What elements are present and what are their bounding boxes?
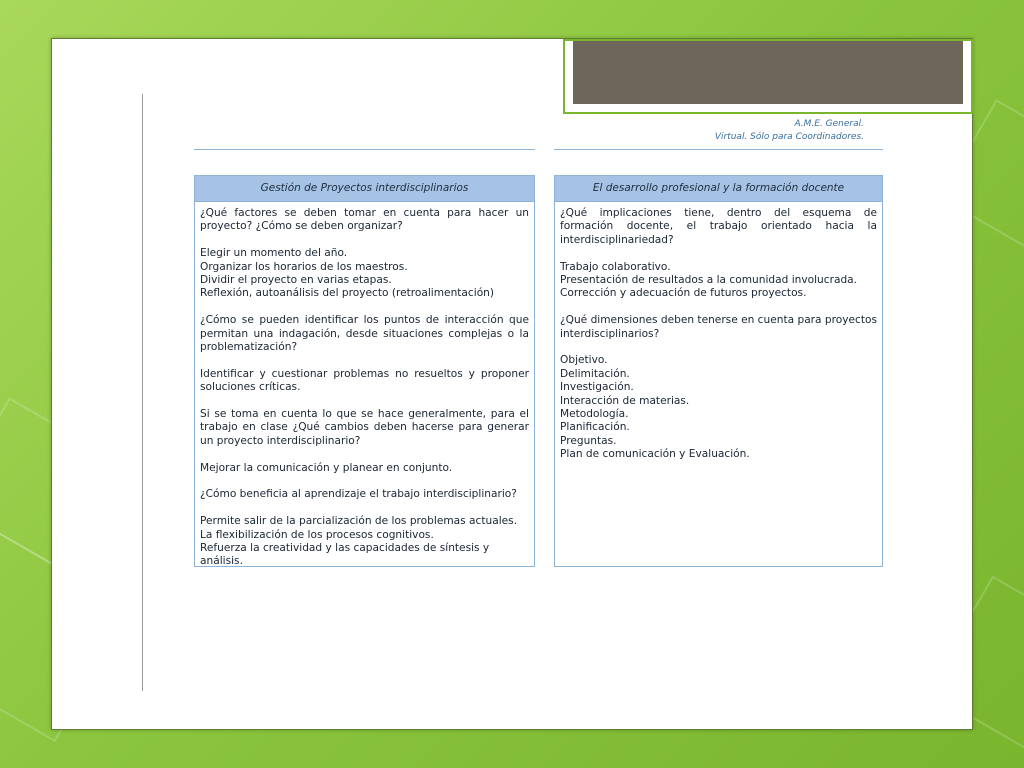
left-answer-3: Mejorar la comunicación y planear en conjunto. [200,461,453,474]
list-item: Preguntas. [560,434,617,447]
list-item: Plan de comunicación y Evaluación. [560,448,750,461]
document-header [715,118,864,144]
right-panel [554,175,883,567]
left-panel-title: Gestión de Proyectos interdisciplinarios [195,176,534,202]
slide-canvas [51,38,973,730]
left-panel-body [195,202,534,569]
vertical-divider [142,94,143,691]
right-question-1: ¿Qué implicaciones tiene, dentro del esquema de formación docente, el trabajo orientado hacia la interdisciplinariedad? [560,207,877,246]
left-answer-4 [200,515,529,569]
list-item: Trabajo colaborativo. [560,260,671,273]
list-item: Presentación de resultados a la comunidad involucrada. [560,274,858,287]
list-item: Organizar los horarios de los maestros. [200,260,408,273]
right-panel-title: El desarrollo profesional y la formación docente [555,176,882,202]
list-item: La flexibilización de los procesos cognitivos. [200,528,434,541]
right-panel-body [555,202,882,462]
title-placeholder-fill [573,41,963,104]
header-line-2: Virtual. Sólo para Coordinadores. [714,132,864,142]
list-item: Planificación. [560,421,630,434]
list-item: Delimitación. [560,367,630,380]
left-answer-2: Identificar y cuestionar problemas no resueltos y proponer soluciones críticas. [200,367,529,394]
list-item: Refuerza la creatividad y las capacidades de síntesis y análisis. [200,542,490,568]
list-item: Dividir el proyecto en varias etapas. [200,274,392,287]
left-question-1: ¿Qué factores se deben tomar en cuenta para hacer un proyecto? ¿Cómo se deben organizar? [200,207,529,233]
left-answer-1 [200,247,529,301]
left-header-rule [194,149,535,150]
list-item: Interacción de materias. [560,394,690,407]
left-question-4: ¿Cómo beneficia al aprendizaje el trabajo interdisciplinario? [200,488,517,501]
right-answer-2 [560,354,877,461]
left-question-3: Si se toma en cuenta lo que se hace generalmente, para el trabajo en clase ¿Qué cambios deben hacerse para generar un proyecto interdisciplinario? [200,408,529,447]
slide-title-placeholder[interactable] [563,39,973,114]
left-question-2: ¿Cómo se pueden identificar los puntos de interacción que permitan una indagación, desde situaciones complejas o la problematización? [200,314,529,354]
list-item: Reflexión, autoanálisis del proyecto (retroalimentación) [200,287,495,300]
header-line-1: A.M.E. General. [794,119,864,129]
right-question-2: ¿Qué dimensiones deben tenerse en cuenta para proyectos interdisciplinarios? [560,314,877,340]
list-item: Permite salir de la parcialización de los problemas actuales. [200,515,518,528]
right-answer-1 [560,261,877,301]
left-panel [194,175,535,567]
right-header-rule [554,149,883,150]
list-item: Corrección y adecuación de futuros proyectos. [560,287,807,300]
list-item: Metodología. [560,408,629,421]
list-item: Objetivo. [560,354,608,367]
list-item: Investigación. [560,381,634,394]
list-item: Elegir un momento del año. [200,247,348,260]
